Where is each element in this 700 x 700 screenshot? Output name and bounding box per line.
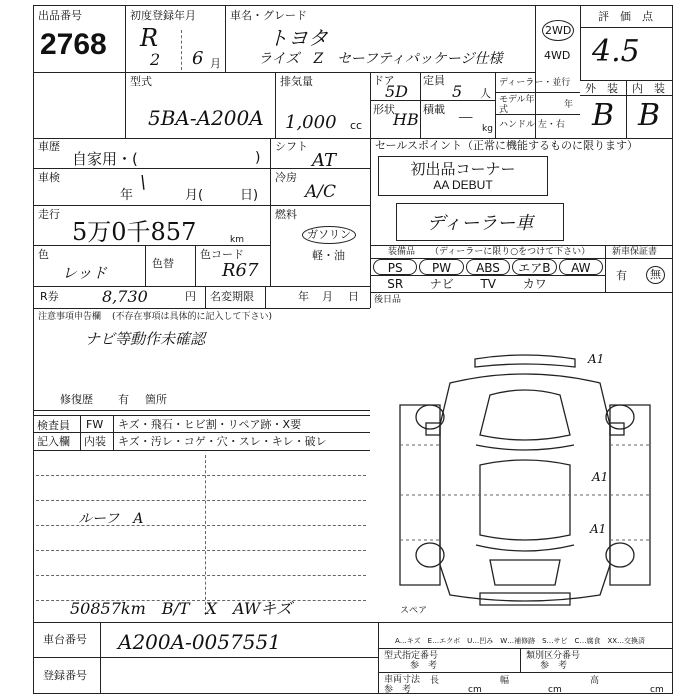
car-name: トヨタ [268, 26, 328, 50]
notes-label: 注意事項申告欄 [38, 312, 102, 322]
spare-label: スペア [400, 606, 428, 616]
height-unit: cm [650, 685, 664, 695]
load-unit: kg [482, 124, 493, 134]
length-label: 長 [430, 676, 440, 686]
load-value: － [455, 108, 473, 129]
fuel-gasoline: ガソリン [302, 226, 356, 244]
displacement-value: 1,000 [285, 112, 337, 133]
exterior-grade: B [592, 98, 615, 133]
aftermarket-label: 後日品 [374, 295, 402, 305]
equipment-abs: ABS [466, 259, 510, 275]
car-damage-diagram [380, 345, 670, 615]
shift-label: シフト [275, 140, 308, 153]
damage-mark-roof: A1 [588, 352, 605, 366]
fw-text: キズ・飛石・ヒビ割・リペア跡・X要 [118, 418, 302, 431]
doors-label: ドア [373, 74, 395, 87]
dealer-car-text: ディーラー車 [426, 213, 534, 234]
grade: ライズ Z セーフティパッケージ仕様 [258, 51, 503, 67]
handle-label: ハンドル 左・右 [499, 120, 565, 130]
first-registration-era: R [140, 24, 159, 52]
registration-label: 登録番号 [43, 669, 87, 682]
cooler-label: 冷房 [275, 171, 297, 184]
load-label: 積載 [423, 103, 445, 116]
model-designation-ref: 参 考 [410, 661, 438, 671]
equipment-pw: PW [419, 259, 463, 275]
mileage-value: 5万0千857 [72, 218, 197, 246]
repair-history-value: 有 [118, 393, 129, 406]
inspection-day: 日) [240, 188, 259, 203]
recycle-label: R券 [40, 290, 59, 303]
capacity-unit: 人 [480, 87, 491, 100]
model-label: 型式 [130, 75, 152, 88]
exterior-label: 外 装 [585, 82, 618, 95]
fuel-diesel-light: 軽・油 [312, 249, 345, 262]
salespoint-label: セールスポイント（正常に機能するものに限ります） [375, 139, 639, 152]
width-label: 幅 [500, 676, 510, 686]
history-close: ) [255, 150, 261, 166]
first-registration-month: 6 [192, 48, 204, 69]
body-value: HB [393, 110, 419, 129]
inspection-label: 車検 [38, 171, 60, 184]
cooler-value: A/C [305, 182, 337, 202]
inspection-hand-mark: \ [140, 172, 147, 193]
first-registration-label: 初度登録年月 [130, 9, 196, 22]
model-year-label: モデル年式 [499, 95, 535, 115]
damage-mark-right-front: A1 [590, 522, 607, 536]
fw-label: FW [86, 418, 104, 431]
new-warranty-label: 新車保証書 [612, 247, 658, 257]
rating-label: 評 価 点 [598, 10, 653, 23]
inspector-label: 検査員記入欄 [37, 419, 70, 448]
damage-mark-right-rear: A1 [592, 470, 609, 484]
mileage-label: 走行 [38, 208, 60, 221]
interior-label: 内 装 [632, 82, 665, 95]
capacity-label: 定員 [423, 74, 445, 87]
equipment-label: 装備品 [388, 247, 416, 257]
displacement-label: 排気量 [280, 75, 313, 88]
rating-value: 4.5 [592, 34, 640, 69]
equipment-row2 [372, 276, 558, 292]
notes-hint: (不存在事項は具体的に記入して下さい) [112, 312, 273, 322]
name-change-label: 名変期限 [210, 290, 254, 303]
lot-number-label: 出品番号 [38, 9, 82, 22]
name-change-month: 月 [322, 290, 333, 303]
name-change-day: 日 [348, 290, 359, 303]
color-code-value: R67 [222, 260, 259, 281]
first-sale-stamp [378, 156, 548, 196]
shift-value: AT [312, 150, 337, 171]
displacement-unit: cc [350, 119, 363, 132]
name-grade-label: 車名・グレード [230, 9, 307, 22]
fuel-label: 燃料 [275, 208, 297, 221]
color-label: 色 [38, 248, 49, 261]
repair-history-label: 修復歴 [60, 393, 93, 406]
equipment-airbag: エアB [512, 259, 556, 275]
drive-2wd: 2WD [542, 20, 574, 41]
color-value: レッド [62, 264, 107, 282]
doors-value: 5D [385, 82, 409, 101]
color-code-label: 色コード [200, 248, 244, 261]
inspection-month: 月( [185, 188, 204, 203]
dealer-car-stamp [396, 203, 564, 241]
model-designation-label: 型式指定番号 [384, 651, 439, 661]
inspector-note-1: ルーフ A [78, 511, 144, 527]
dimensions-label: 車両寸法 [384, 675, 421, 685]
repair-place: 箇所 [145, 393, 167, 406]
first-sale-line2: AA DEBUT [433, 178, 493, 192]
equipment-note: （ディーラーに限り○をつけて下さい） [430, 247, 591, 257]
equipment-leather: カワ [522, 277, 547, 291]
interior-inspect-label: 内装 [84, 435, 106, 448]
dealer-parallel-label: ディーラー・並行 [499, 78, 571, 88]
classification-label: 類別区分番号 [526, 651, 581, 661]
first-sale-line1: 初出品コーナー [410, 160, 516, 178]
first-registration-year: 2 [150, 50, 161, 69]
length-unit: cm [468, 685, 482, 695]
equipment-aw: AW [559, 259, 603, 275]
model-year-unit: 年 [564, 100, 574, 110]
interior-inspect-text: キズ・汚レ・コゲ・穴・スレ・キレ・破レ [118, 435, 327, 448]
lot-number: 2768 [40, 28, 107, 61]
recycle-yen: 円 [185, 290, 196, 303]
history-label: 車歴 [38, 140, 60, 153]
equipment-tv: TV [480, 277, 497, 291]
dimensions-ref: 参 考 [384, 685, 412, 695]
width-unit: cm [548, 685, 562, 695]
name-change-year: 年 [298, 290, 309, 303]
chassis-value: A200A-0057551 [118, 630, 281, 654]
drive-4wd: 4WD [544, 49, 571, 62]
warranty-no: 無 [646, 266, 665, 284]
mileage-unit: km [230, 235, 244, 245]
model-value: 5BA-A200A [148, 106, 264, 130]
equipment-sr: SR [387, 277, 404, 291]
inspector-note-2: 50857km B/T X AWキズ [70, 599, 293, 618]
interior-grade: B [638, 98, 661, 133]
history-value: 自家用・( [72, 150, 138, 168]
color-change-label: 色替 [152, 257, 174, 270]
chassis-label: 車台番号 [43, 633, 87, 646]
equipment-navi: ナビ [429, 277, 454, 291]
inspection-year: 年 [120, 188, 134, 203]
notes-value: ナビ等動作未確認 [85, 330, 206, 348]
classification-ref: 参 考 [540, 661, 568, 671]
equipment-ps: PS [373, 259, 417, 275]
warranty-yes: 有 [616, 269, 627, 282]
recycle-value: 8,730 [102, 287, 148, 306]
height-label: 高 [590, 676, 600, 686]
capacity-value: 5 [452, 82, 463, 101]
equipment-row1 [372, 259, 604, 275]
month-unit: 月 [210, 57, 221, 70]
body-label: 形状 [373, 103, 395, 116]
damage-legend: A…キズ E…エクボ U…凹み W…補修跡 S…サビ C…腐食 XX…交換済 [395, 637, 646, 645]
